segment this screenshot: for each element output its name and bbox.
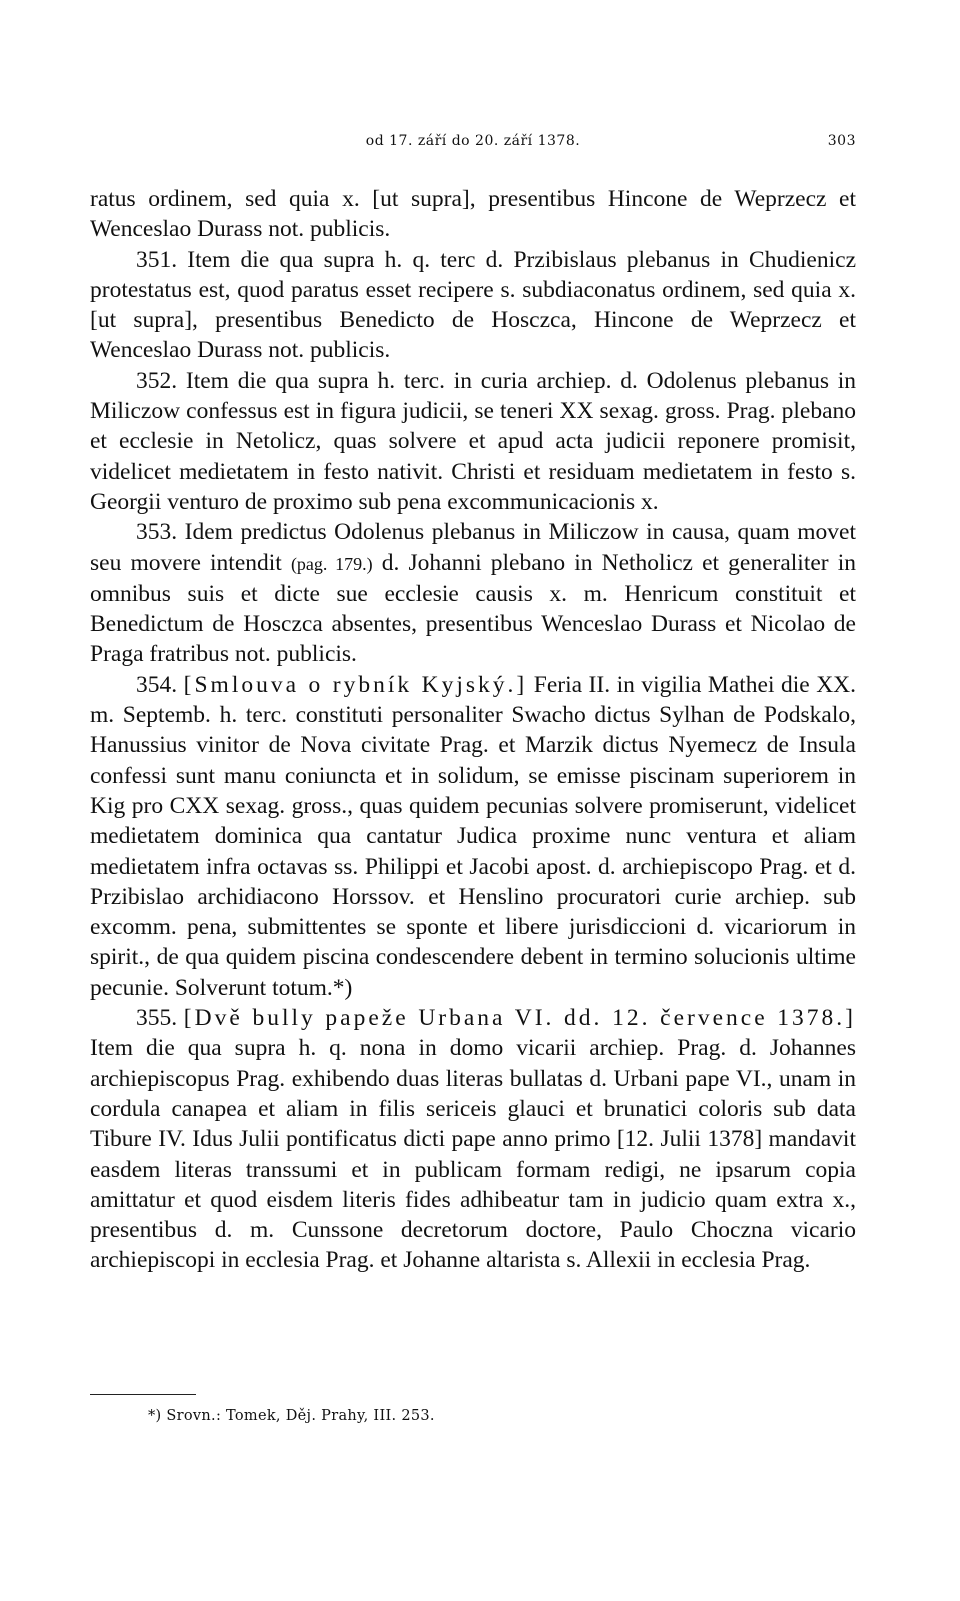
footnote: *) Srovn.: Tomek, Děj. Prahy, III. 253. [148,1408,435,1424]
document-page [90,0,856,1601]
running-head [90,133,856,153]
body-text [90,184,856,1276]
entry-353-text-before: 353. Idem predictus Odolenus plebanus in Miliczow in causa, quam movet seu movere intendit [90,519,856,576]
entry-354-heading: [Smlouva o rybník Kyjský.] [183,671,528,698]
entry-355 [90,1003,856,1276]
entry-355-text: Item die qua supra h. q. nona in domo vicarii archiep. Prag. d. Johannes archiepiscopus Prag. exhibendo duas literas bullatas d. Urbani pape VI., unam in cordula canapea et aliam in filis sericeis glauci et brunatici coloris sub data Tibure IV. Idus Julii pontificatus dicti pape anno primo [12. Julii 1378] mandavit easdem literas transsumi et in publicam formam redigi, ne ipsarum copia amittatur et quod eisdem literis fides adhibeatur tam in judicio quam extra x., presentibus d. m. Cunssone decretorum doctore, Paulo Choczna vicario archiepiscopi in ecclesia Prag. et Johanne altarista s. Allexii in ecclesia Prag. [90,1035,856,1274]
entry-354-text: Feria II. in vigilia Mathei die XX. m. Septemb. h. terc. constituti personaliter Swacho dictus Sylhan de Podskalo, Hanussius vinitor de Nova civitate Prag. et Marzik dictus Nyemecz de Insula confessi sunt manu coniuncta et in solidum, se emisse piscinam superiorem in Kig pro CXX sexag. gross., quas quidem pecunias solvere promiserunt, videlicet medietatem dominica qua cantatur Judica proxime nunc ventura et aliam medietatem infra octavas ss. Philippi et Jacobi apost. d. archiepiscopo Prag. et d. Przibislao archidiacono Horssov. et Henslino procuratori curie archiep. sub excomm. pena, submittentes se sponte et libere jurisdiccioni d. vicariorum in spirit., de qua quidem piscina condescendere debent in termino solucionis ultime pecunie. Solverunt totum.*) [90,671,857,1001]
entry-355-number: 355. [136,1005,178,1032]
entry-354-number: 354. [136,671,178,698]
entry-353 [90,517,856,669]
footnote-rule [90,1394,196,1395]
entry-353-text-after: d. Johanni plebano in Netholicz et generaliter in omnibus suis et dicte sue ecclesie causis x. m. Henricum constituit et Benedictum de Hosczca absentes, presentibus Wenceslao Durass et Nicolao de Praga fratribus not. publicis. [90,549,857,668]
page-number: 303 [827,133,856,149]
entry-355-heading: [Dvě bully papeže Urbana VI. dd. 12. července 1378.] [183,1005,856,1032]
entry-352: 352. Item die qua supra h. terc. in curia archiep. d. Odolenus plebanus in Miliczow confessus est in figura judicii, se teneri XX sexag. gross. Prag. plebano et ecclesie in Netolicz, quas solvere et apud acta judicii reponere promisit, videlicet medietatem in festo nativit. Christi et residuam medietatem in festo s. Georgii venturo de proximo sub pena excommunicacionis x. [90,367,856,515]
running-head-title: od 17. září do 20. září 1378. [365,133,581,149]
paragraph-continued: ratus ordinem, sed quia x. [ut supra], presentibus Hincone de Weprzecz et Wenceslao Durass not. publicis. [90,186,856,243]
entry-354 [90,670,856,1003]
entry-353-page-reference: (pag. 179.) [290,553,373,574]
entry-351: 351. Item die qua supra h. q. terc d. Przibislaus plebanus in Chudienicz protestatus est, quod paratus esset recipere s. subdiaconatus ordinem, sed quia x. [ut supra], presentibus Benedicto de Hosczca, Hincone de Weprzecz et Wenceslao Durass not. publicis. [90,246,856,364]
